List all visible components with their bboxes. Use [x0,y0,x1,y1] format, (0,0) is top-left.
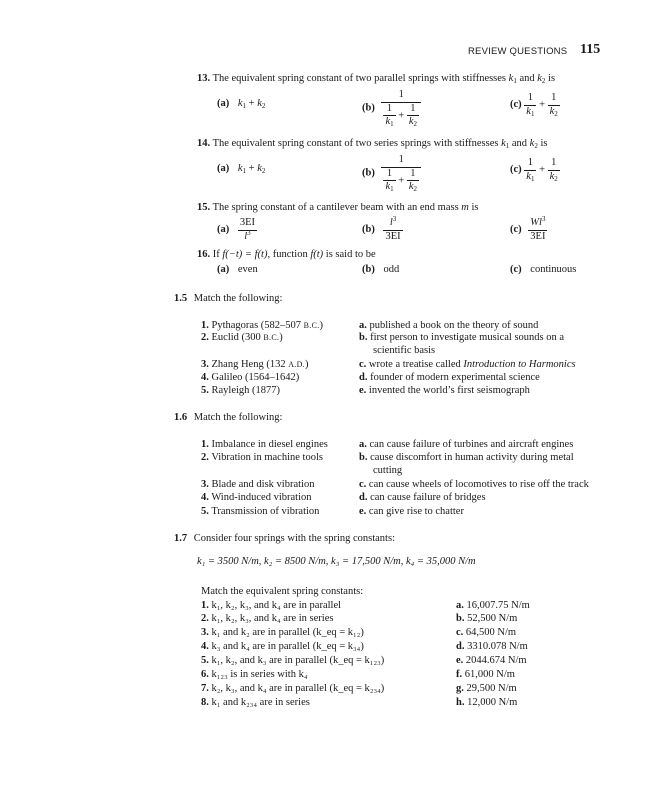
running-title: REVIEW QUESTIONS [468,46,568,57]
question-number: 16. [197,249,211,260]
q16-option-c [510,264,576,277]
s17-left-2: 2. k₁, k₂, k₃, and k₄ are in series [201,613,334,624]
section-1-6-title: 1.6 Match the following: [174,412,283,423]
question-number: 14. [197,138,211,149]
s17-right-f: f. 61,000 N/m [456,669,515,680]
s17-right-a: a. 16,007.75 N/m [456,600,530,611]
question-text: is [548,73,556,84]
s15-left-4: 4. Galileo (1564–1642) [201,372,300,383]
q14-option-a: (a) $k_1 + k_2$ [217,163,266,175]
option-text: odd [383,264,400,275]
var-k2: k [537,73,542,84]
q13-option-c: (c) $\frac{1}{k_1}$ + $\frac{1}{k_2}$ [510,92,558,118]
question-text: If [212,249,220,260]
s16-right-c: c. can cause wheels of locomotives to rise off the track [359,479,589,490]
s15-left-3: 3. Zhang Heng (132 A.D.) [201,359,309,370]
question-13-stem [197,73,555,86]
question-text: The spring constant of a cantilever beam with an end mass [212,202,459,213]
option-label: (a) [217,163,230,174]
s16-left-4: 4. Wind-induced vibration [201,492,312,503]
s17-right-b: b. 52,500 N/m [456,613,518,624]
math-ft: f(t) [310,249,324,260]
s17-right-g: g. 29,500 N/m [456,683,517,694]
s16-right-a: a. can cause failure of turbines and aircraft engines [359,439,574,450]
option-label: (c) [510,264,522,275]
s16-left-3: 3. Blade and disk vibration [201,479,315,490]
option-label: (a) [217,98,230,109]
sub: 1 [513,77,517,85]
option-label: (c) [510,163,522,175]
page-number: 115 [580,42,601,57]
section-1-5-title: 1.5 Match the following: [174,293,283,304]
question-number: 15. [197,202,211,213]
section-1-7-title: 1.7 Consider four springs with the spring constants: [174,533,395,544]
var-m: m [461,202,469,213]
question-14-stem: 14. The equivalent spring constant of two series springs with stiffnesses $k_1$ and $k_2$ is [197,138,548,150]
s15-left-2: 2. Euclid (300 B.C.) [201,332,283,343]
option-text: even [237,264,258,275]
question-text: The equivalent spring constant of two series springs with stiffnesses [212,138,499,149]
s17-left-6: 6. k₁₂₃ is in series with k₄ [201,669,308,680]
s15-right-d: d. founder of modern experimental science [359,372,540,383]
q16-option-b [362,264,399,277]
s17-left-1: 1. k₁, k₂, k₃, and k₄ are in parallel [201,600,342,611]
sub: 2 [541,77,546,85]
option-label: (b) [362,264,375,275]
s17-left-7: 7. k₂, k₃, and k₄ are in parallel (k_eq = k₂₃₄) [201,683,385,694]
question-15-stem [197,202,479,215]
question-text: function [272,249,308,260]
s17-right-c: c. 64,500 N/m [456,627,517,638]
s16-left-1: 1. Imbalance in diesel engines [201,439,328,450]
s16-right-d: d. can cause failure of bridges [359,492,486,503]
option-label: (b) [362,102,375,114]
s15-right-b-cont: scientific basis [373,345,436,356]
s16-left-5: 5. Transmission of vibration [201,506,320,517]
q14-option-c: (c) $\frac{1}{k_1}$ + $\frac{1}{k_2}$ [510,157,558,183]
q13-option-a: (a) $k_1 + k_2$ [217,98,266,110]
option-label: (a) [217,223,230,235]
question-text: is [540,138,548,149]
question-16-stem [197,249,376,262]
s15-right-b: b. first person to investigate musical sounds on a [359,332,565,343]
s17-left-3: 3. k₁ and k₂ are in parallel (k_eq = k₁₂) [201,627,364,638]
s17-right-e: e. 2044.674 N/m [456,655,527,666]
option-label: (c) [510,223,522,235]
question-number: 13. [197,73,211,84]
q14-option-b: (b) 1 $\frac{1}{k_1}$ + $\frac{1}{k_2}$ [362,154,421,194]
option-text: continuous [530,264,577,275]
q13-option-b: (b) 1 $\frac{1}{k_1}$ + $\frac{1}{k_2}$ [362,89,421,129]
question-text: and [519,73,535,84]
s15-left-1: 1. Pythagoras (582–507 B.C.) [201,320,324,331]
s15-right-c: c. wrote a treatise called Introduction to Harmonics [359,359,576,370]
option-label: (a) [217,264,230,275]
q16-option-a [217,264,258,277]
s16-right-e: e. can give rise to chatter [359,506,464,517]
s16-right-b-cont: cutting [373,465,403,476]
question-text: is said to be [325,249,376,260]
q15-option-b: (b) $\frac{l^3}{3EI}$ [362,215,401,242]
var-k1: k [508,73,514,84]
q15-option-a: (a) $\frac{3EI}{l^3}$ [217,217,256,242]
s16-right-b: b. cause discomfort in human activity during metal [359,452,574,463]
option-label: (b) [362,167,375,179]
s15-left-5: 5. Rayleigh (1877) [201,385,281,396]
option-label: (c) [510,98,522,110]
s17-left-4: 4. k₃ and k₄ are in parallel (k_eq = k₃₄) [201,641,364,652]
s17-subtitle: Match the equivalent spring constants: [201,586,364,597]
spring-constants: k₁ = 3500 N/m, k₂ = 8500 N/m, k₃ = 17,500 N/m, k₄ = 35,000 N/m [197,556,476,567]
s17-left-8: 8. k₁ and k₂₃₄ are in series [201,697,310,708]
s17-right-d: d. 3310.078 N/m [456,641,528,652]
question-text: The equivalent spring constant of two parallel springs with stiffnesses [212,73,507,84]
q15-option-c: (c) $\frac{Wl^3}{3EI}$ [510,215,546,242]
s15-right-a: a. published a book on the theory of sound [359,320,539,331]
question-text: and [511,138,528,149]
s17-left-5: 5. k₁, k₂, and k₃ are in parallel (k_eq = k₁₂₃) [201,655,385,666]
question-text: is [471,202,479,213]
s17-right-h: h. 12,000 N/m [456,697,518,708]
math-condition: f(−t) = f(t), [222,249,271,260]
s16-left-2: 2. Vibration in machine tools [201,452,323,463]
s15-right-e: e. invented the world’s first seismograph [359,385,530,396]
option-label: (b) [362,223,375,235]
